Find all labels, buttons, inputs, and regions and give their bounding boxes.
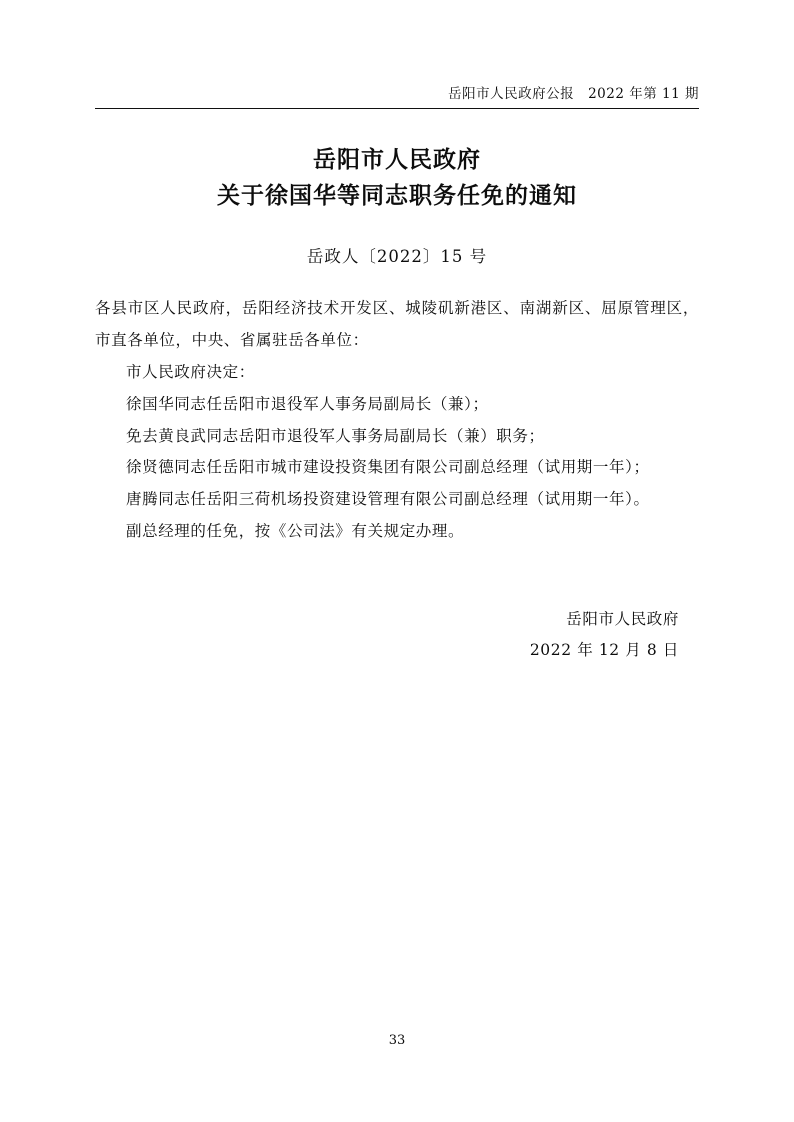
running-header-text: 岳阳市人民政府公报 2022 年第 11 期 [448, 86, 699, 102]
title-line-1: 岳阳市人民政府 [313, 146, 481, 174]
document-number: 岳政人〔2022〕15 号 [306, 247, 488, 267]
closing-paragraph: 副总经理的任免，按《公司法》有关规定办理。 [126, 521, 465, 540]
page-number: 33 [388, 1033, 406, 1048]
signature-date: 2022 年 12 月 8 日 [529, 640, 679, 659]
running-header [95, 0, 699, 102]
decision-item-3: 徐贤德同志任岳阳市城市建设投资集团有限公司副总经理（试用期一年）； [126, 458, 650, 477]
title-line-2: 关于徐国华等同志职务任免的通知 [217, 181, 577, 209]
addressee-paragraph: 各县市区人民政府，岳阳经济技术开发区、城陵矶新港区、南湖新区、屈原管理区，市直各单位，中央、省属驻岳各单位： [95, 299, 699, 350]
page-title [95, 142, 699, 213]
document-body [95, 293, 699, 547]
decision-item-2: 免去黄良武同志岳阳市退役军人事务局副局长（兼）职务； [126, 426, 545, 445]
header-divider [95, 108, 699, 109]
lead-paragraph: 市人民政府决定： [126, 363, 255, 381]
signature-issuer: 岳阳市人民政府 [566, 609, 679, 628]
signature-block [95, 604, 699, 666]
decision-item-1: 徐国华同志任岳阳市退役军人事务局副局长（兼）； [126, 394, 489, 413]
decision-item-4: 唐腾同志任岳阳三荷机场投资建设管理有限公司副总经理（试用期一年）。 [126, 490, 650, 509]
